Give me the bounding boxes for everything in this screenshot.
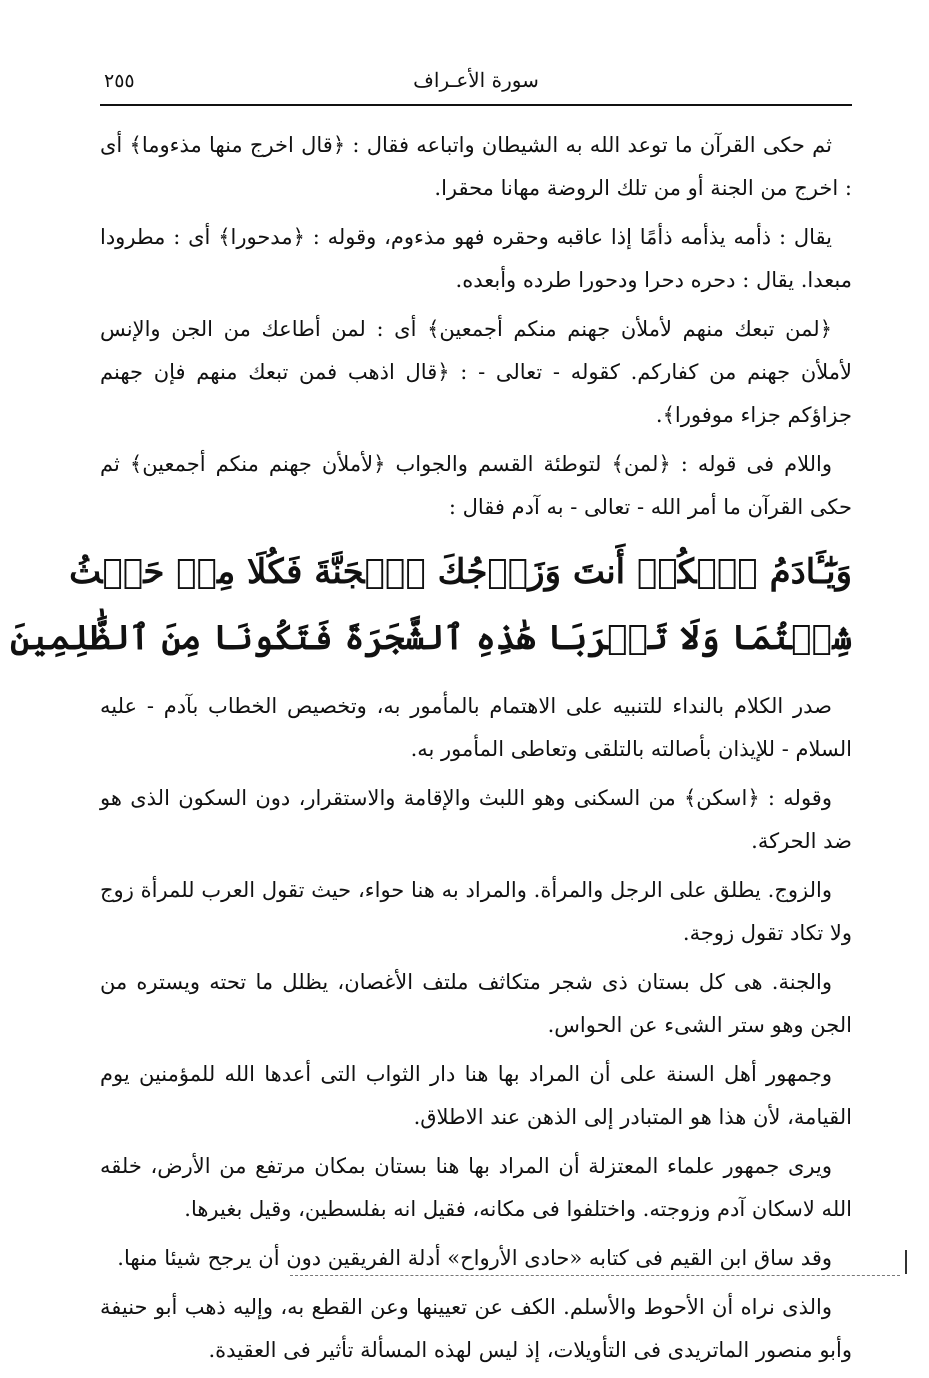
margin-mark bbox=[905, 1250, 907, 1274]
paragraph: وقوله : ﴿اسكن﴾ من السكنى وهو اللبث والإقامة والاستقرار، دون السكون الذى هو ضد الحركة. bbox=[100, 786, 852, 853]
page-header bbox=[100, 62, 852, 102]
paragraph: واللام فى قوله : ﴿لمن﴾ لتوطئة القسم والجواب ﴿لأملأن جهنم منكم أجمعين﴾ ثم حكى القرآن ما أمر الله - تعالى - به آدم فقال : bbox=[100, 452, 852, 519]
paragraph: ﴿لمن تبعك منهم لأملأن جهنم منكم أجمعين﴾ أى : لمن أطاعك من الجن والإنس لأملأن جهنم من كفاركم. كقوله - تعالى - : ﴿قال اذهب فمن تبعك منهم فإن جهنم جزاؤكم جزاء موفورا﴾. bbox=[100, 317, 852, 427]
paragraph: والزوج. يطلق على الرجل والمرأة. والمراد به هنا حواء، حيث تقول العرب للمرأة زوج ولا تكاد تقول زوجة. bbox=[100, 878, 852, 945]
paragraph: ويرى جمهور علماء المعتزلة أن المراد بها هنا بستان بمكان مرتفع من الأرض، خلقه الله لاسكان آدم وزوجته. واختلفوا فى مكانه، فقيل انه بفلسطين، وقيل بغيرها. bbox=[100, 1154, 852, 1221]
verse-line-1: وَيَٰٓـَٔادَمُ ٱسۡكُنۡ أَنتَ وَزَوۡجُكَ ٱلۡجَنَّةَ فَكُلَا مِنۡ حَيۡثُ bbox=[69, 552, 852, 592]
verse-line-2 bbox=[10, 605, 852, 671]
page-body bbox=[10, 124, 852, 1378]
paragraph: والذى نراه أن الأحوط والأسلم. الكف عن تعيينها وعن القطع به، وإليه ذهب أبو حنيفة وأبو منصور الماتريدى فى التأويلات، إذ ليس لهذه المسألة تأثير فى العقيدة. bbox=[100, 1295, 852, 1362]
paragraph: وقد ساق ابن القيم فى كتابه «حادى الأرواح» أدلة الفريقين دون أن يرجح شيئا منها. bbox=[117, 1246, 832, 1270]
surah-title: سورة الأعـراف bbox=[413, 68, 539, 92]
paragraph: ثم حكى القرآن ما توعد الله به الشيطان واتباعه فقال : ﴿قال اخرج منها مذءوما﴾ أى : اخرج من الجنة أو من تلك الروضة مهانا محقرا. bbox=[100, 133, 852, 200]
quran-verse bbox=[10, 539, 852, 671]
paragraph: صدر الكلام بالنداء للتنبيه على الاهتمام بالمأمور به، وتخصيص الخطاب بآدم - عليه السلام - للإيذان بأصالته بالتلقى وتعاطى المأمور به. bbox=[100, 694, 852, 761]
paragraph: وجمهور أهل السنة على أن المراد بها هنا دار الثواب التى أعدها الله للمؤمنين يوم القيامة، لأن هذا هو المتبادر إلى الذهن عند الاطلاق. bbox=[100, 1062, 852, 1129]
page-number: ٢٥٥ bbox=[104, 70, 135, 92]
paragraph: والجنة. هى كل بستان ذى شجر متكاثف ملتف الأغصان، يظلل ما تحته ويستره من الجن وهو ستر الشىء عن الحواس. bbox=[100, 970, 852, 1037]
header-rule bbox=[100, 104, 852, 106]
footer-rule bbox=[290, 1275, 900, 1276]
paragraph: يقال : ذأمه يذأمه ذأمًا إذا عاقبه وحقره فهو مذءوم، وقوله : ﴿مدحورا﴾ أى : مطرودا مبعدا. يقال : دحره دحرا ودحورا طرده وأبعده. bbox=[100, 225, 852, 292]
verse-line-2-text: شِئۡتُمَا وَلَا تَقۡرَبَا هَٰذِهِ ٱلشَّجَرَةَ فَتَكُونَا مِنَ ٱلظَّٰلِمِينَ bbox=[10, 618, 852, 658]
